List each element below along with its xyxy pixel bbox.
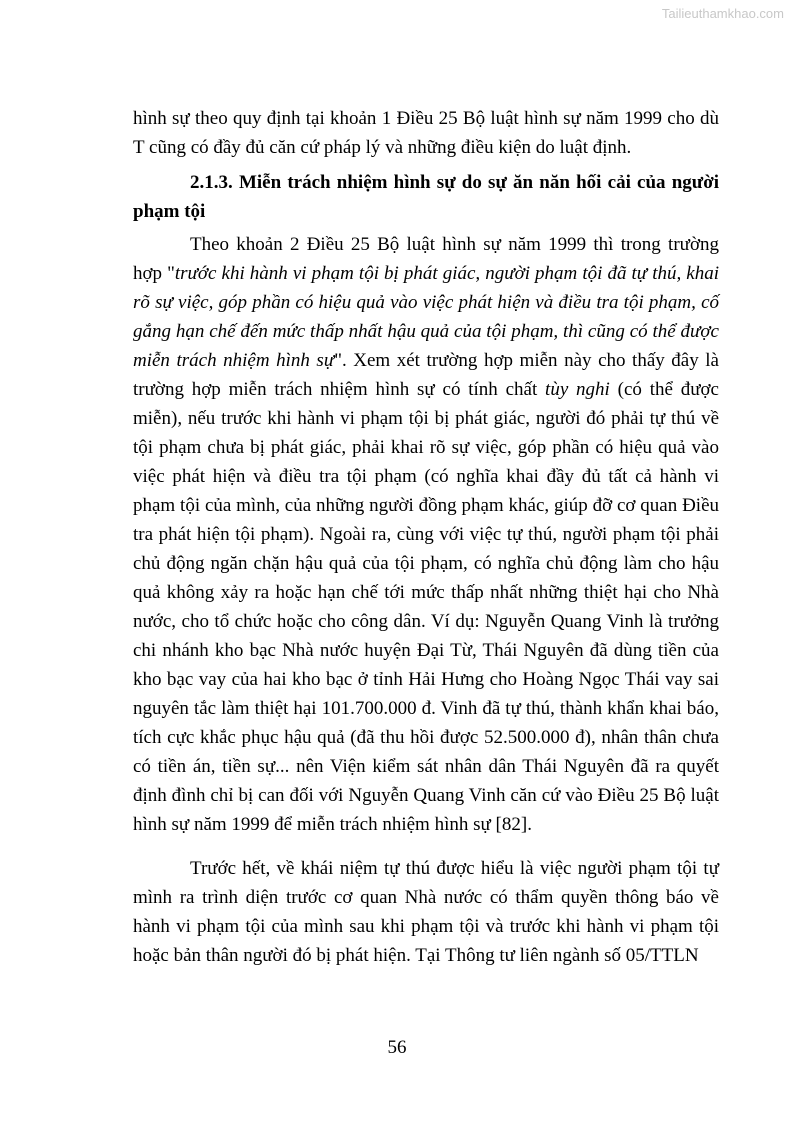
- paragraph-1-quote: trước khi hành vi phạm tội bị phát giác, người phạm tội đã tự thú, khai rõ sự việc, góp phần có hiệu quả vào việc phát hiện và điều tra tội phạm, cố gắng hạn chế đến mức thấp nhất hậu quả của tội phạm, thì cũng có thể được miễn trách nhiệm hình sự: [133, 263, 719, 371]
- continuation-paragraph: hình sự theo quy định tại khoản 1 Điều 25 Bộ luật hình sự năm 1999 cho dù T cũng có đầy đủ căn cứ pháp lý và những điều kiện do luật định.: [133, 108, 719, 158]
- paragraph-2: Trước hết, về khái niệm tự thú được hiểu là việc người phạm tội tự mình ra trình diện trước cơ quan Nhà nước có thẩm quyền thông báo về hành vi phạm tội của mình sau khi phạm tội và trước khi hành vi phạm tội hoặc bản thân người đó bị phát hiện. Tại Thông tư liên ngành số 05/TTLN: [133, 858, 719, 966]
- paragraph-1-after-quote: ". Xem xét trường hợp miễn này cho thấy đây là trường hợp miễn trách nhiệm hình sự có tính chất: [133, 350, 719, 400]
- document-body: [133, 104, 719, 970]
- paragraph-1: [133, 230, 719, 839]
- paragraph-1-rest: (có thể được miễn), nếu trước khi hành vi phạm tội bị phát giác, người đó phải tự thú về tội phạm chưa bị phát giác, phải khai rõ sự việc, góp phần có hiệu quả vào việc phát hiện và điều tra tội phạm (có nghĩa khai đầy đủ tất cả hành vi phạm tội của mình, của những người đồng phạm khác, giúp đỡ cơ quan Điều tra phát hiện tội phạm). Ngoài ra, cùng với việc tự thú, người phạm tội phải chủ động ngăn chặn hậu quả của tội phạm, có nghĩa chủ động làm cho hậu quả không xảy ra hoặc hạn chế tới mức thấp nhất những thiệt hại cho Nhà nước, cho tổ chức hoặc cho công dân. Ví dụ: Nguyễn Quang Vinh là trưởng chi nhánh kho bạc Nhà nước huyện Đại Từ, Thái Nguyên đã dùng tiền của kho bạc vay của hai kho bạc ở tỉnh Hải Hưng cho Hoàng Ngọc Thái vay sai nguyên tắc làm thiệt hại 101.700.000 đ. Vinh đã tự thú, thành khẩn khai báo, tích cực khắc phục hậu quả (đã thu hồi được 52.500.000 đ), nhân thân chưa có tiền án, tiền sự... nên Viện kiểm sát nhân dân Thái Nguyên đã ra quyết định đình chỉ bị can đối với Nguyễn Quang Vinh căn cứ vào Điều 25 Bộ luật hình sự năm 1999 để miễn trách nhiệm hình sự [82].: [133, 379, 719, 835]
- section-heading: 2.1.3. Miễn trách nhiệm hình sự do sự ăn năn hối cải của người phạm tội: [133, 172, 719, 222]
- page-number: 56: [387, 1037, 407, 1058]
- watermark: Tailieuthamkhao.com: [661, 6, 784, 21]
- paragraph-1-intro: Theo khoản 2 Điều 25 Bộ luật hình sự năm 1999 thì trong trường hợp ": [133, 234, 719, 284]
- paragraph-1-emphasis: tùy nghi: [545, 379, 610, 400]
